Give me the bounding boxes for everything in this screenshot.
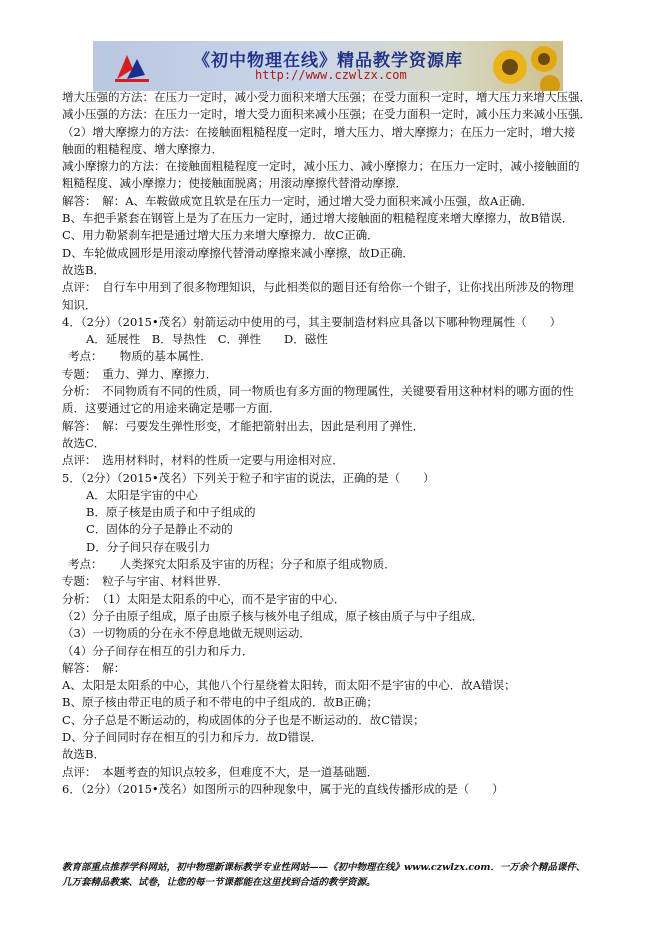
text-line: 质．这要通过它的用途来确定是哪一方面．: [62, 401, 281, 416]
text-line: C、用力勒紧刹车把是通过增大压力来增大摩擦力．故C正确．: [62, 228, 379, 243]
text-line: 点评： 选用材料时，材料的性质一定要与用途相对应．: [62, 453, 344, 468]
text-line: 专题： 重力、弹力、摩擦力．: [62, 366, 218, 381]
text-line: 考点： 物质的基本属性．: [68, 349, 212, 364]
text-line: 解答： 解：弓要发生弹性形变，才能把箭射出去，因此是利用了弹性．: [62, 418, 425, 433]
text-line: 故选C．: [62, 435, 106, 450]
text-line: 分析： （1）太阳是太阳系的中心，而不是宇宙的中心．: [62, 591, 346, 606]
page-footer: [62, 860, 602, 890]
footer-line: 教育部重点推荐学科网站，初中物理新课标教学专业性网站——《初中物理在线》www.czwlzx.com．一万余个精品课件、: [62, 862, 586, 873]
text-line: 增大压强的方法：在压力一定时，减小受力面积来增大压强；在受力面积一定时，增大压力来增大压强．: [62, 90, 591, 104]
document-body: [62, 89, 602, 798]
banner-title: 《初中物理在线》精品教学资源库: [193, 51, 463, 71]
text-line: 点评： 本题考查的知识点较多，但难度不大，是一道基础题．: [62, 764, 379, 779]
text-line: D、车轮做成圆形是用滚动摩擦代替滑动摩擦来减小摩擦，故D正确．: [62, 245, 414, 260]
text-line: B、原子核由带正电的质子和不带电的中子组成的．故B正确；: [62, 695, 378, 710]
text-line: D．分子间只存在吸引力: [86, 539, 211, 554]
text-line: 4．（2分）（2015•茂名）射箭运动中使用的弓，其主要制造材料应具备以下哪种物理属性（ ）: [62, 314, 562, 329]
text-line: （2）增大摩擦力的方法：在接触面粗糙程度一定时，增大压力、增大摩擦力；在压力一定时，增大接: [62, 124, 576, 139]
text-line: 考点： 人类探究太阳系及宇宙的历程；分子和原子组成物质．: [68, 557, 396, 572]
text-line: A．延展性 B．导热性 C．弹性 D．磁性: [86, 332, 328, 347]
text-line: 故选B．: [62, 262, 105, 277]
site-banner: [93, 41, 563, 91]
text-line: （3）一切物质的分在永不停息地做无规则运动．: [62, 626, 311, 641]
sunflower-icon: [488, 41, 563, 91]
text-line: B、车把手紧套在钢管上是为了在压力一定时，通过增大接触面的粗糙程度来增大摩擦力，故B错误．: [62, 211, 574, 226]
text-line: 故选B．: [62, 747, 105, 762]
text-line: C、分子总是不断运动的，构成固体的分子也是不断运动的．故C错误；: [62, 712, 425, 727]
text-line: 减小摩擦力的方法：在接触面粗糙程度一定时，减小压力、减小摩擦力；在压力一定时，减小接触面的: [62, 159, 580, 174]
text-line: 专题： 粒子与宇宙、材料世界．: [62, 574, 229, 589]
text-line: 5．（2分）（2015•茂名）下列关于粒子和宇宙的说法，正确的是（ ）: [62, 470, 435, 485]
text-line: 分析： 不同物质有不同的性质，同一物质也有多方面的物理属性，关键要看用这种材料的哪方面的性: [62, 384, 574, 399]
text-line: 6．（2分）（2015•茂名）如图所示的四种现象中，属于光的直线传播形成的是（ ）: [62, 781, 504, 796]
text-line: 减小压强的方法：在压力一定时，增大受力面积来减小压强；在受力面积一定时，减小压力来减小压强．: [62, 107, 591, 122]
text-line: （4）分子间存在相互的引力和斥力．: [62, 643, 254, 658]
text-line: D、分子间同时存在相互的引力和斥力．故D错误．: [62, 729, 322, 744]
banner-url[interactable]: http://www.czwlzx.com: [255, 68, 407, 82]
text-line: A．太阳是宇宙的中心: [86, 487, 198, 502]
text-line: 粗糙程度、减小摩擦力；使接触面脱离；用滚动摩擦代替滑动摩擦．: [62, 176, 407, 191]
site-logo-icon: [113, 51, 153, 83]
text-line: 解答： 解：A、车鞍做成宽且软是在压力一定时，通过增大受力面积来减小压强，故A正确．: [62, 193, 533, 208]
text-line: 触面的粗糙程度、增大摩擦力．: [62, 141, 223, 156]
text-line: C．固体的分子是静止不动的: [86, 522, 233, 537]
text-line: B．原子核是由质子和中子组成的: [86, 505, 256, 520]
text-line: 解答： 解：: [62, 660, 126, 675]
footer-line: 几万套精品教案、试卷，让您的每一节课都能在这里找到合适的教学资源。: [62, 877, 376, 888]
text-line: （2）分子由原子组成，原子由原子核与核外电子组成，原子核由质子与中子组成．: [62, 608, 484, 623]
text-line: 知识．: [62, 297, 97, 312]
text-line: 点评： 自行车中用到了很多物理知识，与此相类似的题目还有给你一个钳子，让你找出所涉及的物理: [62, 280, 574, 295]
text-line: A、太阳是太阳系的中心，其他八个行星绕着太阳转，而太阳不是宇宙的中心．故A错误；: [62, 678, 516, 693]
